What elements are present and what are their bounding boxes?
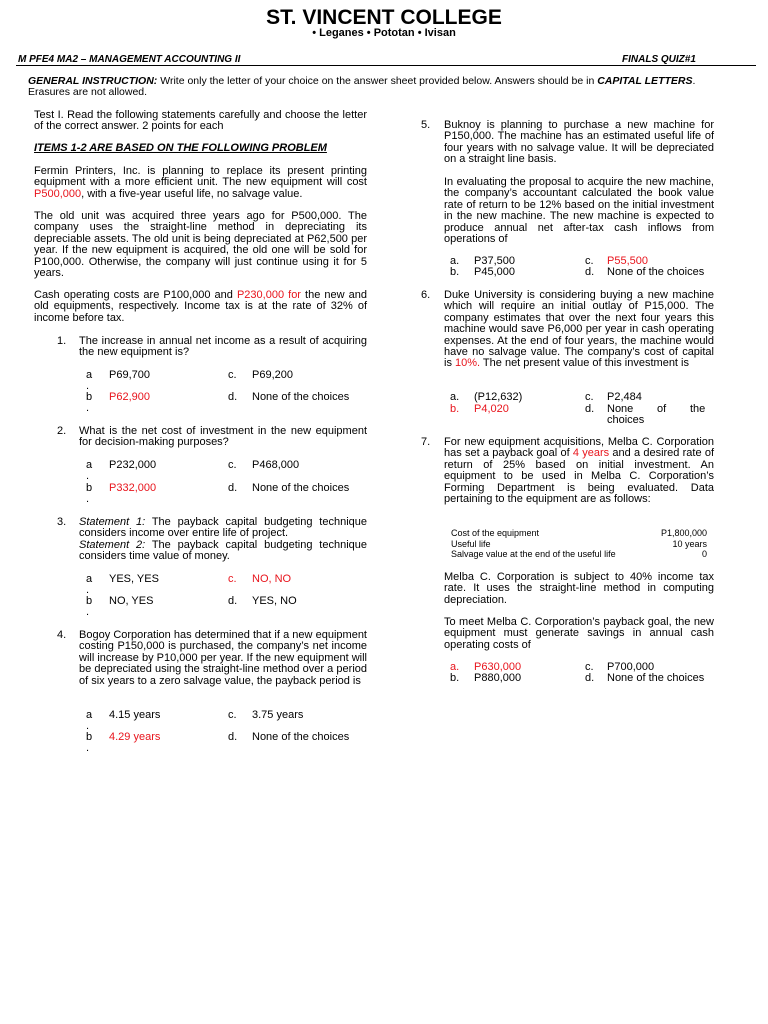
q4-text: Bogoy Corporation has determined that if a new equipment costing P150,000 is purchased, the company’s net income will increase by P10,000 per year. If the new equipment will be depreciated using the straight-line method over a period of six years to a zero salvage value, the payback period is xyxy=(79,629,367,687)
q3-statement-1 xyxy=(79,517,367,540)
q5-option-c: P55,500 xyxy=(607,255,648,267)
q6-letter-a: a. xyxy=(450,391,460,403)
q3-statement-1-label: Statement 1: xyxy=(79,516,146,528)
q7-text-end: and a desired rate of return of 25% based on initial investment. An equipment to be used in Melba C. Corporation’s Forming Department is being evaluated. Data pertaining to the equipment are as follows: xyxy=(444,447,715,506)
q4-letter-d: d. xyxy=(228,731,238,743)
q4-number: 4. xyxy=(57,629,67,641)
q5-option-a: P37,500 xyxy=(474,255,515,267)
q1-option-a: P69,700 xyxy=(109,369,150,381)
problem-p1-text: Fermin Printers, Inc. is planning to replace its present printing equipment with a more efficient unit. The new equipment will cost xyxy=(34,165,367,189)
header-divider xyxy=(16,65,756,66)
q7-option-c: P700,000 xyxy=(607,661,655,673)
q6-option-b: P4,020 xyxy=(474,403,509,415)
q5-option-d: None of the choices xyxy=(607,266,705,278)
q7-text-main: For new equipment acquisitions, Melba C. Corporation has set a payback goal of xyxy=(444,436,714,460)
q3-option-d: YES, NO xyxy=(252,595,297,607)
q5-letter-a: a. xyxy=(450,255,460,267)
problem-p1-cost: P500,000 xyxy=(34,187,82,200)
q1-letter-b: b xyxy=(86,391,93,403)
q4-letter-b: b xyxy=(86,731,93,743)
q3-statement-2 xyxy=(79,540,367,563)
q4-option-b: 4.29 years xyxy=(109,731,161,743)
problem-paragraph-3 xyxy=(34,290,367,324)
q6-text-end: The net present value of this investment is xyxy=(480,357,689,370)
q7-table-row: Useful life xyxy=(451,539,491,549)
q7-table-row: Cost of the equipment xyxy=(451,528,540,538)
q7-payback-goal: 4 years xyxy=(572,447,610,460)
q3-option-b: NO, YES xyxy=(109,595,154,607)
problem-p1-text-end: , with a five-year useful life, no salvage value. xyxy=(81,187,303,200)
q7-option-b: P880,000 xyxy=(474,672,522,684)
instruction-text: Write only the letter of your choice on the answer sheet provided below. Answers should be in xyxy=(157,75,598,87)
q1-letter-d: d. xyxy=(228,391,238,403)
q4-option-a: 4.15 years xyxy=(109,709,161,721)
quiz-title: FINALS QUIZ#1 xyxy=(622,54,696,65)
q3-statement-1-text: The payback capital budgeting technique considers income over entire life of project. xyxy=(79,516,367,540)
q1-letter-a: a xyxy=(86,369,93,381)
q6-option-d-word-4: choices xyxy=(607,414,645,426)
instruction-emphasis: CAPITAL LETTERS xyxy=(597,75,693,87)
q7-letter-c: c. xyxy=(585,661,594,673)
q4-option-d: None of the choices xyxy=(252,731,350,743)
q1-letter-c: c. xyxy=(228,369,237,381)
q5-letter-b: b. xyxy=(450,266,460,278)
problem-paragraph-2: The old unit was acquired three years ago for P500,000. The company uses the straight-line method in depreciating its depreciable assets. The old unit is being depreciated at P62,500 per year. If the new equipment is acquired, the old one will be sold for P100,000. Otherwise, the company will just continue using it for 5 years. xyxy=(34,210,367,280)
q7-text xyxy=(444,437,714,505)
q3-letter-a-dot: . xyxy=(86,584,90,596)
q6-option-d-word-3: the xyxy=(690,403,706,415)
problem-p3-old-cost: P230,000 for xyxy=(236,289,301,301)
problem-p3-text: Cash operating costs are P100,000 and xyxy=(34,289,237,301)
q7-option-a: P630,000 xyxy=(474,661,522,673)
q5-letter-c: c. xyxy=(585,255,594,267)
q3-letter-a: a xyxy=(86,573,93,585)
q2-option-c: P468,000 xyxy=(252,459,300,471)
q7-table-row: Salvage value at the end of the useful life xyxy=(451,549,616,559)
school-name: ST. VINCENT COLLEGE xyxy=(266,6,502,29)
q4-letter-a: a xyxy=(86,709,93,721)
q6-text xyxy=(444,290,714,370)
q2-letter-b-dot: . xyxy=(86,493,90,505)
q2-letter-b: b xyxy=(86,482,93,494)
q3-letter-b-dot: . xyxy=(86,606,90,618)
q2-letter-a-dot: . xyxy=(86,470,90,482)
q6-letter-c: c. xyxy=(585,391,594,403)
q1-text: The increase in annual net income as a result of acquiring the new equipment is? xyxy=(79,335,367,359)
q7-text-3: To meet Melba C. Corporation’s payback goal, the new equipment must generate savings in annual cash operating costs of xyxy=(444,616,714,651)
q5-option-b: P45,000 xyxy=(474,266,515,278)
q4-option-c: 3.75 years xyxy=(252,709,304,721)
q3-option-a: YES, YES xyxy=(109,573,159,585)
q7-number: 7. xyxy=(421,436,431,448)
q7-table-value: 0 xyxy=(701,549,707,559)
q3-letter-b: b xyxy=(86,595,93,607)
q3-letter-c: c. xyxy=(228,573,237,585)
q6-option-d-word-2: of xyxy=(657,403,667,415)
q6-cost-of-capital: 10%. xyxy=(455,357,481,370)
campus-locations: • Leganes • Pototan • Ivisan xyxy=(312,27,456,39)
q2-option-a: P232,000 xyxy=(109,459,157,471)
problem-p3-text-end: the new and old equipments, respectively. Income tax is at the rate of 32% of income before tax. xyxy=(34,289,367,324)
q2-text: What is the net cost of investment in the new equipment for decision-making purposes? xyxy=(79,425,367,449)
instruction-line2: Erasures are not allowed. xyxy=(28,86,148,99)
course-title: M PFE4 MA2 – MANAGEMENT ACCOUNTING II xyxy=(18,54,241,65)
q7-option-d: None of the choices xyxy=(607,672,705,684)
test-instruction: Test I. Read the following statements carefully and choose the letter of the correct answer. 2 points for each xyxy=(34,109,367,133)
q6-number: 6. xyxy=(421,289,431,301)
q3-statement-2-text: The payback capital budgeting technique considers time value of money. xyxy=(79,539,367,563)
q7-table-value: P1,800,000 xyxy=(660,528,707,538)
instruction-period: . xyxy=(692,75,696,87)
instruction-label: GENERAL INSTRUCTION: xyxy=(28,75,158,87)
q4-letter-c: c. xyxy=(228,709,237,721)
q2-letter-c: c. xyxy=(228,459,237,471)
q7-letter-a: a. xyxy=(450,661,460,673)
q6-option-c: P2,484 xyxy=(607,391,642,403)
q6-letter-b: b. xyxy=(450,403,460,415)
q1-option-c: P69,200 xyxy=(252,369,293,381)
q3-letter-d: d. xyxy=(228,595,238,607)
q1-letter-a-dot: . xyxy=(86,380,90,392)
q7-letter-d: d. xyxy=(585,672,595,684)
q2-option-d: None of the choices xyxy=(252,482,350,494)
q4-letter-b-dot: . xyxy=(86,742,90,754)
q5-text-1: Buknoy is planning to purchase a new machine for P150,000. The machine has an estimated useful life of four years with no salvage value. It will be depreciated on a straight line basis. xyxy=(444,119,714,166)
q2-letter-d: d. xyxy=(228,482,238,494)
q3-number: 3. xyxy=(57,516,67,528)
general-instruction xyxy=(28,76,756,99)
q1-option-b: P62,900 xyxy=(109,391,150,403)
q1-option-d: None of the choices xyxy=(252,391,350,403)
q4-letter-a-dot: . xyxy=(86,720,90,732)
q2-letter-a: a xyxy=(86,459,93,471)
q1-number: 1. xyxy=(57,335,67,347)
q6-option-a: (P12,632) xyxy=(474,391,523,403)
q5-letter-d: d. xyxy=(585,266,595,278)
q2-option-b: P332,000 xyxy=(109,482,157,494)
items-heading: ITEMS 1-2 ARE BASED ON THE FOLLOWING PROBLEM xyxy=(34,142,327,154)
q3-option-c: NO, NO xyxy=(252,573,292,585)
q1-letter-b-dot: . xyxy=(86,402,90,414)
q7-text-2: Melba C. Corporation is subject to 40% income tax rate. It uses the straight-line method in computing depreciation. xyxy=(444,571,714,606)
q6-letter-d: d. xyxy=(585,403,595,415)
q2-number: 2. xyxy=(57,425,67,437)
problem-paragraph-1 xyxy=(34,166,367,200)
q6-option-d-word-1: None xyxy=(607,403,634,415)
q3-statement-2-label: Statement 2: xyxy=(79,539,146,551)
q5-text-2: In evaluating the proposal to acquire the new machine, the company’s accountant calculated the book value rate of return to be 12% based on the initial investment in the new machine. The new machine is expected to produce annual net after-tax cash inflows from operations of xyxy=(444,176,714,246)
q7-letter-b: b. xyxy=(450,672,460,684)
q6-text-main: Duke University is considering buying a new machine which will require an initial outlay of P15,000. The company estimates that over the next four years this machine would save P6,000 per year in cash operating expenses. At the end of four years, the machine would have no salvage value. The company’s cost of capital is xyxy=(444,289,714,370)
q7-table-value: 10 years xyxy=(672,539,707,549)
q5-number: 5. xyxy=(421,119,431,131)
